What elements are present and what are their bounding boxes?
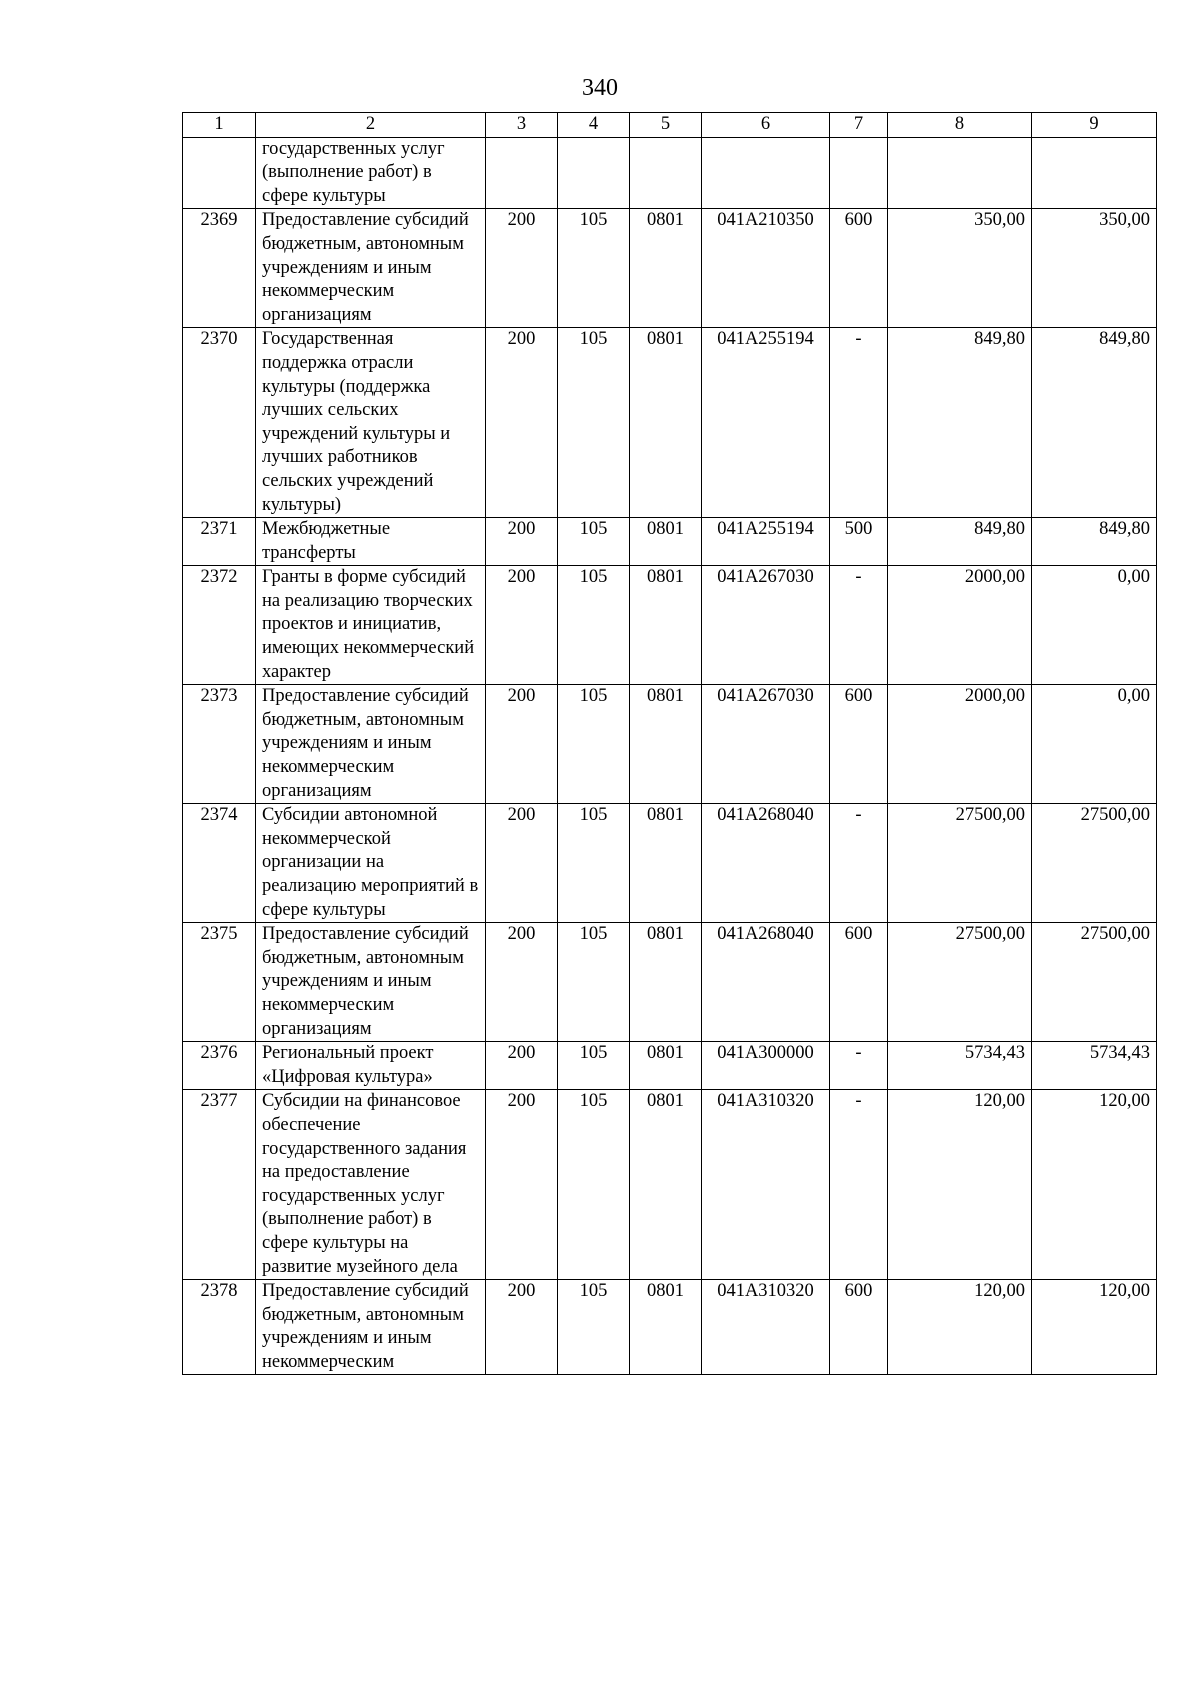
col9-amount-cell: 27500,00: [1032, 804, 1157, 923]
col3-code-cell: [486, 137, 558, 209]
column-header-3: 3: [486, 113, 558, 138]
column-header-2: 2: [256, 113, 486, 138]
row-number-cell: 2375: [183, 923, 256, 1042]
col6-code-cell: 041A255194: [702, 518, 830, 566]
row-number-cell: 2370: [183, 328, 256, 518]
item-name-cell: Государственная поддержка отрасли культуры (поддержка лучших сельских учреждений культуры и лучших работников сельских учреждений культуры): [256, 328, 486, 518]
col4-code-cell: 105: [558, 1280, 630, 1375]
col7-code-cell: -: [830, 804, 888, 923]
col7-code-cell: 600: [830, 1280, 888, 1375]
table-row: [183, 518, 1157, 566]
table-row: [183, 804, 1157, 923]
column-header-8: 8: [888, 113, 1032, 138]
col9-amount-cell: 120,00: [1032, 1280, 1157, 1375]
row-number-cell: 2376: [183, 1042, 256, 1090]
col3-code-cell: 200: [486, 566, 558, 685]
col8-amount-cell: [888, 137, 1032, 209]
col8-amount-cell: 2000,00: [888, 566, 1032, 685]
table-row: [183, 685, 1157, 804]
col7-code-cell: 600: [830, 923, 888, 1042]
table-row: [183, 923, 1157, 1042]
col5-code-cell: 0801: [630, 685, 702, 804]
col7-code-cell: -: [830, 1090, 888, 1280]
col6-code-cell: 041A300000: [702, 1042, 830, 1090]
col8-amount-cell: 5734,43: [888, 1042, 1032, 1090]
table-row: [183, 137, 1157, 209]
col6-code-cell: [702, 137, 830, 209]
item-name-cell: государственных услуг (выполнение работ) в сфере культуры: [256, 137, 486, 209]
row-number-cell: 2372: [183, 566, 256, 685]
col6-code-cell: 041A255194: [702, 328, 830, 518]
col9-amount-cell: [1032, 137, 1157, 209]
col9-amount-cell: 849,80: [1032, 328, 1157, 518]
col6-code-cell: 041A268040: [702, 804, 830, 923]
col4-code-cell: [558, 137, 630, 209]
col5-code-cell: 0801: [630, 518, 702, 566]
item-name-cell: Региональный проект «Цифровая культура»: [256, 1042, 486, 1090]
table-row: [183, 1090, 1157, 1280]
item-name-cell: Предоставление субсидий бюджетным, автономным учреждениям и иным некоммерческим: [256, 1280, 486, 1375]
col7-code-cell: [830, 137, 888, 209]
row-number-cell: 2371: [183, 518, 256, 566]
row-number-cell: 2369: [183, 209, 256, 328]
budget-table: [182, 112, 1157, 1375]
col9-amount-cell: 0,00: [1032, 566, 1157, 685]
column-header-1: 1: [183, 113, 256, 138]
col9-amount-cell: 5734,43: [1032, 1042, 1157, 1090]
col9-amount-cell: 0,00: [1032, 685, 1157, 804]
col3-code-cell: 200: [486, 328, 558, 518]
col9-amount-cell: 27500,00: [1032, 923, 1157, 1042]
item-name-cell: Субсидии на финансовое обеспечение государственного задания на предоставление государственных услуг (выполнение работ) в сфере культуры на развитие музейного дела: [256, 1090, 486, 1280]
col3-code-cell: 200: [486, 518, 558, 566]
column-header-4: 4: [558, 113, 630, 138]
col8-amount-cell: 27500,00: [888, 923, 1032, 1042]
column-header-6: 6: [702, 113, 830, 138]
col4-code-cell: 105: [558, 209, 630, 328]
col5-code-cell: [630, 137, 702, 209]
table-row: [183, 209, 1157, 328]
col3-code-cell: 200: [486, 804, 558, 923]
col7-code-cell: 500: [830, 518, 888, 566]
col4-code-cell: 105: [558, 685, 630, 804]
col3-code-cell: 200: [486, 209, 558, 328]
col6-code-cell: 041A268040: [702, 923, 830, 1042]
col4-code-cell: 105: [558, 804, 630, 923]
col5-code-cell: 0801: [630, 923, 702, 1042]
col8-amount-cell: 120,00: [888, 1280, 1032, 1375]
col8-amount-cell: 350,00: [888, 209, 1032, 328]
col3-code-cell: 200: [486, 1280, 558, 1375]
table-body: [183, 137, 1157, 1375]
col6-code-cell: 041A210350: [702, 209, 830, 328]
col8-amount-cell: 120,00: [888, 1090, 1032, 1280]
col9-amount-cell: 849,80: [1032, 518, 1157, 566]
col8-amount-cell: 2000,00: [888, 685, 1032, 804]
col4-code-cell: 105: [558, 923, 630, 1042]
col3-code-cell: 200: [486, 685, 558, 804]
col9-amount-cell: 350,00: [1032, 209, 1157, 328]
col6-code-cell: 041A267030: [702, 566, 830, 685]
column-header-5: 5: [630, 113, 702, 138]
item-name-cell: Предоставление субсидий бюджетным, автономным учреждениям и иным некоммерческим организациям: [256, 209, 486, 328]
col5-code-cell: 0801: [630, 328, 702, 518]
table-row: [183, 1042, 1157, 1090]
col5-code-cell: 0801: [630, 1280, 702, 1375]
row-number-cell: 2373: [183, 685, 256, 804]
page-number: 340: [582, 75, 618, 101]
row-number-cell: 2374: [183, 804, 256, 923]
table-row: [183, 566, 1157, 685]
table-row: [183, 1280, 1157, 1375]
col6-code-cell: 041A310320: [702, 1280, 830, 1375]
header-row: [183, 113, 1157, 138]
col7-code-cell: -: [830, 1042, 888, 1090]
col7-code-cell: 600: [830, 685, 888, 804]
col8-amount-cell: 849,80: [888, 518, 1032, 566]
col6-code-cell: 041A267030: [702, 685, 830, 804]
column-header-9: 9: [1032, 113, 1157, 138]
col3-code-cell: 200: [486, 1090, 558, 1280]
column-header-7: 7: [830, 113, 888, 138]
col3-code-cell: 200: [486, 923, 558, 1042]
col5-code-cell: 0801: [630, 1042, 702, 1090]
col3-code-cell: 200: [486, 1042, 558, 1090]
row-number-cell: [183, 137, 256, 209]
col7-code-cell: 600: [830, 209, 888, 328]
col6-code-cell: 041A310320: [702, 1090, 830, 1280]
col8-amount-cell: 849,80: [888, 328, 1032, 518]
col5-code-cell: 0801: [630, 566, 702, 685]
col5-code-cell: 0801: [630, 1090, 702, 1280]
item-name-cell: Межбюджетные трансферты: [256, 518, 486, 566]
item-name-cell: Предоставление субсидий бюджетным, автономным учреждениям и иным некоммерческим организациям: [256, 923, 486, 1042]
col5-code-cell: 0801: [630, 804, 702, 923]
item-name-cell: Предоставление субсидий бюджетным, автономным учреждениям и иным некоммерческим организациям: [256, 685, 486, 804]
col8-amount-cell: 27500,00: [888, 804, 1032, 923]
col4-code-cell: 105: [558, 1090, 630, 1280]
col4-code-cell: 105: [558, 518, 630, 566]
table-row: [183, 328, 1157, 518]
col9-amount-cell: 120,00: [1032, 1090, 1157, 1280]
row-number-cell: 2377: [183, 1090, 256, 1280]
col4-code-cell: 105: [558, 1042, 630, 1090]
col7-code-cell: -: [830, 566, 888, 685]
col4-code-cell: 105: [558, 566, 630, 685]
item-name-cell: Гранты в форме субсидий на реализацию творческих проектов и инициатив, имеющих некоммерческий характер: [256, 566, 486, 685]
col7-code-cell: -: [830, 328, 888, 518]
item-name-cell: Субсидии автономной некоммерческой организации на реализацию мероприятий в сфере культуры: [256, 804, 486, 923]
col4-code-cell: 105: [558, 328, 630, 518]
row-number-cell: 2378: [183, 1280, 256, 1375]
col5-code-cell: 0801: [630, 209, 702, 328]
